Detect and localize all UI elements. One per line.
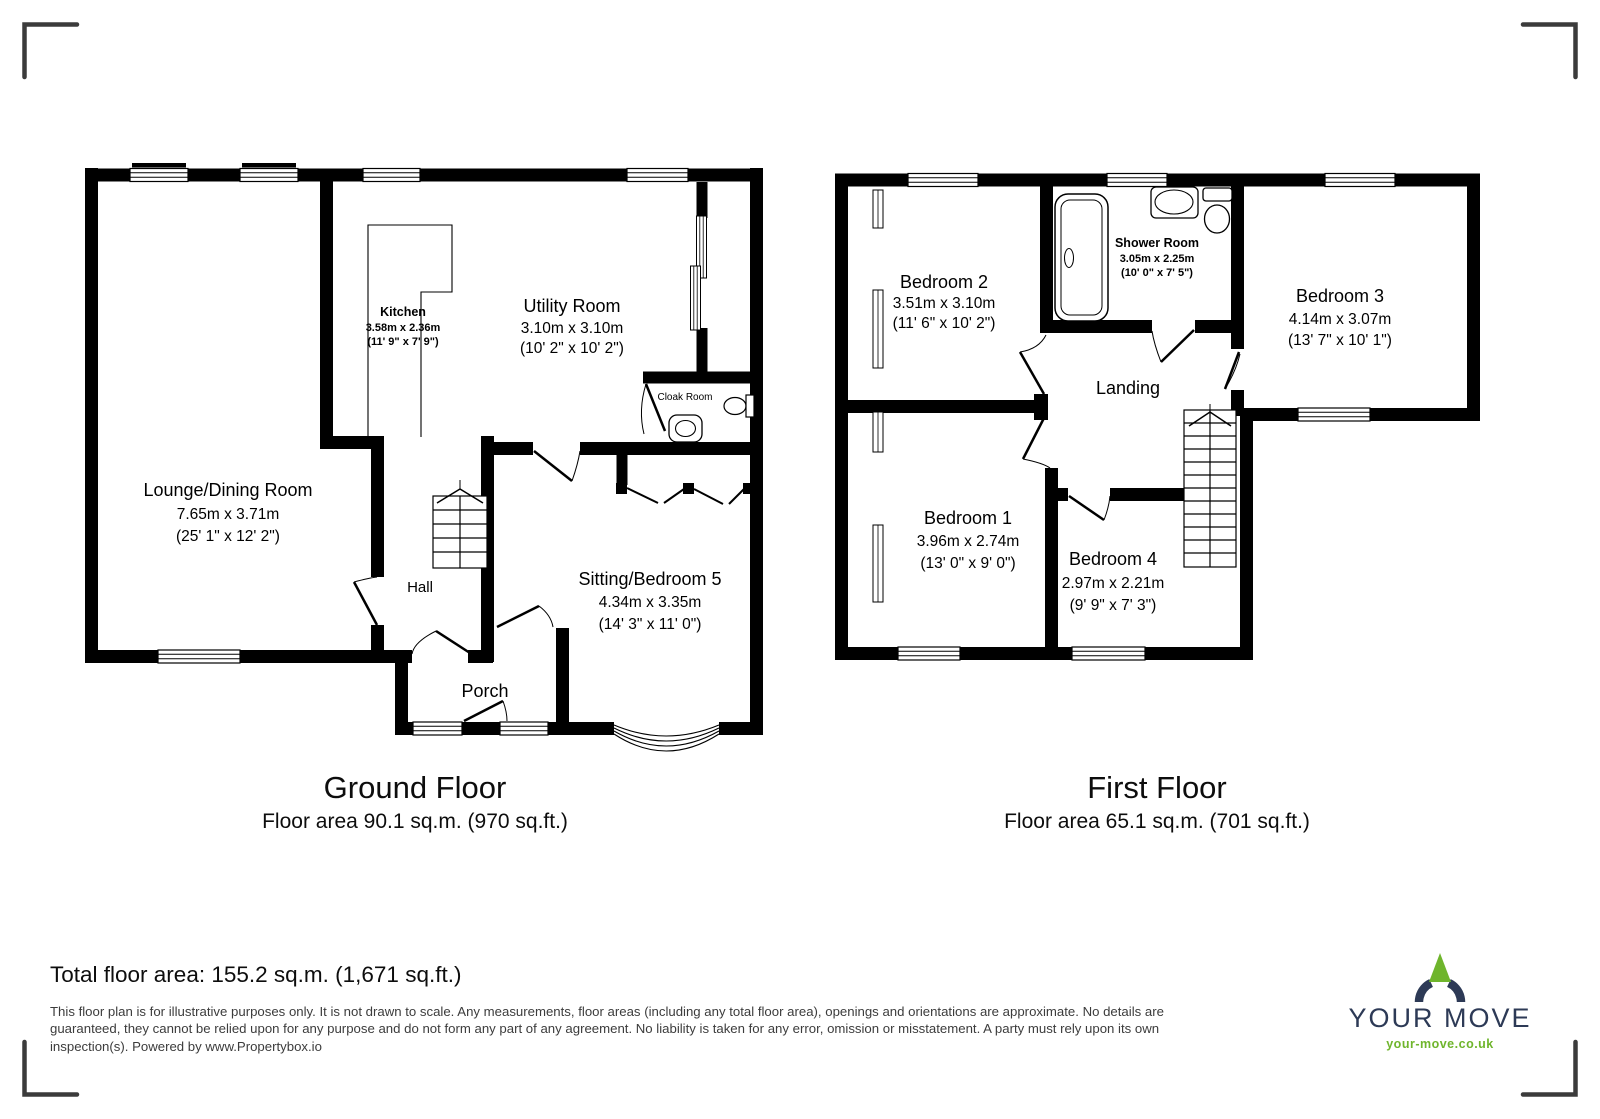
room-label-hall: Hall	[407, 579, 433, 596]
room-dim-bedroom3-metric: 4.14m x 3.07m	[1288, 311, 1392, 328]
room-dim-bedroom4-metric: 2.97m x 2.21m	[1061, 575, 1165, 592]
folding-doors	[616, 483, 754, 504]
first-floor-plan	[835, 174, 1480, 661]
room-dim-shower-imperial: (10' 0" x 7' 5")	[1121, 267, 1193, 279]
room-label-bedroom1: Bedroom 1	[923, 508, 1013, 528]
first-stairs	[1184, 404, 1236, 567]
first-floor-caption	[857, 770, 1457, 834]
logo-brand-text: YOUR MOVE	[1348, 1003, 1532, 1033]
room-dim-bedroom3-imperial: (13' 7" x 10' 1")	[1288, 332, 1392, 349]
room-label-bedroom3: Bedroom 3	[1295, 286, 1385, 306]
disclaimer-line-2: guaranteed, they cannot be relied upon for any purpose and do not form any part of any agreement. No liability is taken for any error, omission or misstatement. A party must rely upon its own	[50, 1021, 1160, 1037]
landing-wall-post	[1034, 394, 1048, 420]
total-floor-area: Total floor area: 155.2 sq.m. (1,671 sq.ft.)	[50, 962, 462, 987]
ground-floor-title: Ground Floor	[323, 770, 507, 805]
room-dim-bedroom2-metric: 3.51m x 3.10m	[892, 295, 996, 312]
room-label-shower: Shower Room	[1114, 236, 1200, 250]
disclaimer-line-1: This floor plan is for illustrative purposes only. It is not drawn to scale. Any measurements, floor areas (including any total floor area), openings and orientations are approximate. No details are	[50, 1004, 1164, 1019]
room-label-bedroom4: Bedroom 4	[1068, 549, 1158, 569]
first-floor-area: Floor area 65.1 sq.m. (701 sq.ft.)	[1004, 810, 1310, 833]
bay-window	[614, 725, 719, 751]
room-label-porch: Porch	[461, 681, 509, 701]
room-dim-shower-metric: 3.05m x 2.25m	[1119, 253, 1195, 265]
room-dim-bedroom1-imperial: (13' 0" x 9' 0")	[920, 555, 1016, 572]
room-label-sitting: Sitting/Bedroom 5	[578, 569, 722, 589]
room-dim-utility-metric: 3.10m x 3.10m	[520, 320, 624, 337]
room-label-utility: Utility Room	[523, 296, 621, 316]
your-move-logo	[1345, 938, 1535, 1051]
room-label-kitchen: Kitchen	[380, 305, 426, 319]
ground-floor-area: Floor area 90.1 sq.m. (970 sq.ft.)	[262, 810, 568, 833]
room-dim-sitting-metric: 4.34m x 3.35m	[598, 594, 702, 611]
room-dim-kitchen-imperial: (11' 9" x 7' 9")	[367, 336, 439, 348]
room-dim-utility-imperial: (10' 2" x 10' 2")	[520, 340, 624, 357]
room-dim-sitting-imperial: (14' 3" x 11' 0")	[598, 616, 702, 633]
disclaimer-text	[50, 1003, 1164, 1055]
first-floor-title: First Floor	[1087, 770, 1227, 805]
room-dim-bedroom1-metric: 3.96m x 2.74m	[916, 533, 1020, 550]
your-move-logo-icon	[1410, 938, 1470, 1002]
ground-floor-plan	[85, 163, 763, 751]
room-dim-kitchen-metric: 3.58m x 2.36m	[365, 322, 441, 334]
room-dim-bedroom4-imperial: (9' 9" x 7' 3")	[1069, 597, 1157, 614]
disclaimer-line-3: inspection(s). Powered by www.Propertybox.io	[50, 1038, 322, 1054]
room-dim-lounge-metric: 7.65m x 3.71m	[176, 506, 280, 523]
room-dim-lounge-imperial: (25' 1" x 12' 2")	[176, 528, 280, 545]
room-label-landing: Landing	[1095, 378, 1161, 398]
logo-url-text: your-move.co.uk	[1386, 1037, 1494, 1051]
room-label-lounge: Lounge/Dining Room	[143, 480, 313, 500]
ground-floor-caption	[115, 770, 715, 834]
room-label-cloak: Cloak Room	[657, 392, 713, 403]
room-label-bedroom2: Bedroom 2	[899, 272, 989, 292]
ground-stairs	[433, 480, 487, 568]
room-dim-bedroom2-imperial: (11' 6" x 10' 2")	[892, 315, 996, 332]
